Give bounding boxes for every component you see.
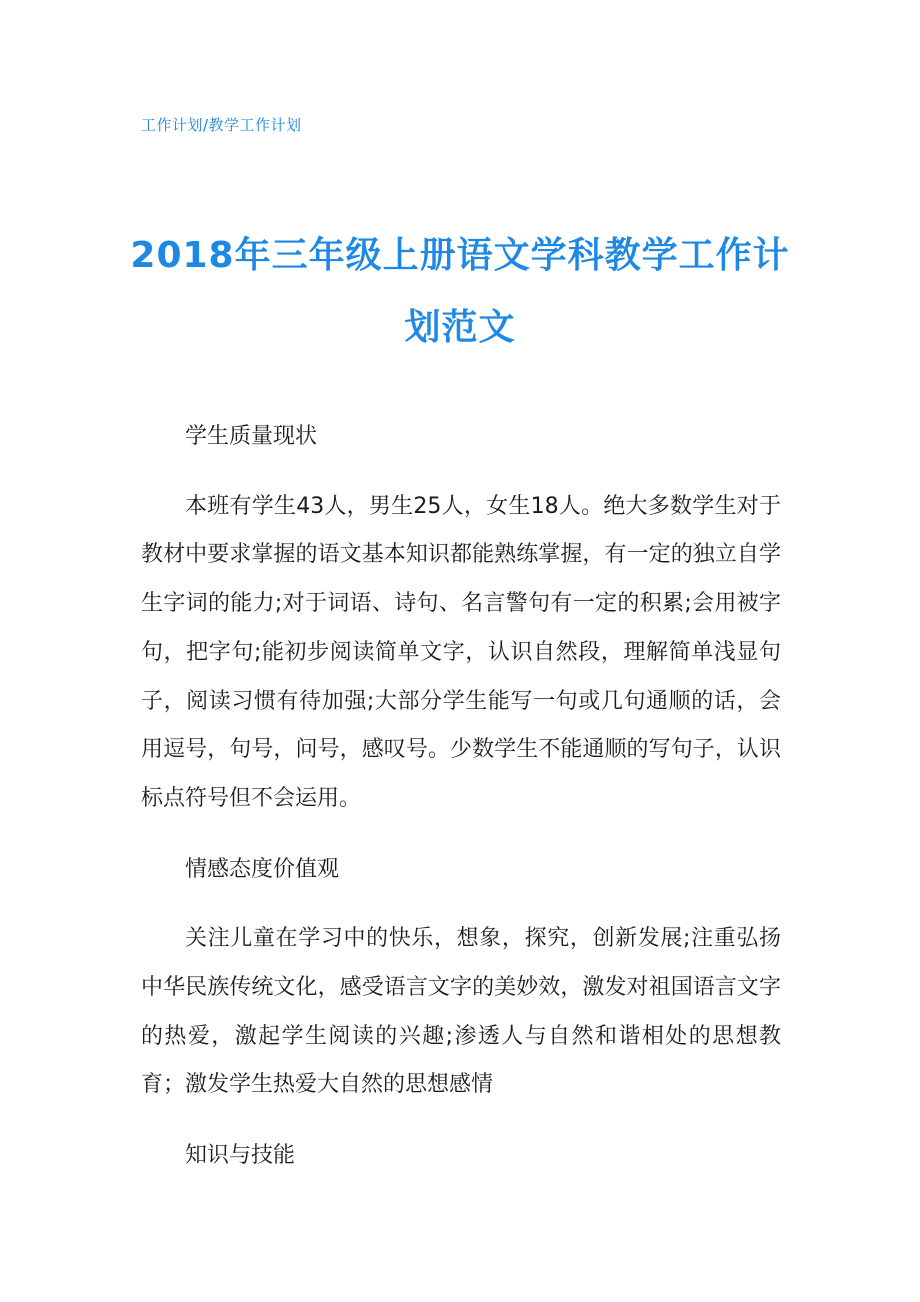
section-heading-student-quality: 学生质量现状	[185, 424, 318, 449]
paragraph-student-quality: 本班有学生43人，男生25人，女生18人。绝大多数学生对于教材中要求掌握的语文基本知识都能熟练掌握，有一定的独立自学生字词的能力;对于词语、诗句、名言警句有一定的积累;会用被字句，把字句;能初步阅读简单文字，认识自然段，理解简单浅显句子，阅读习惯有待加强;大部分学生能写一句或几句通顺的话，会用逗号，句号，问号，感叹号。少数学生不能通顺的写句子，认识标点符号但不会运用。	[141, 493, 781, 811]
paragraph-attitude-values: 关注儿童在学习中的快乐，想象，探究，创新发展;注重弘扬中华民族传统文化，感受语言文字的美妙效，激发对祖国语言文字的热爱，激起学生阅读的兴趣;渗透人与自然和谐相处的思想教育；激发学生热爱大自然的思想感情	[141, 926, 781, 1098]
breadcrumb[interactable]: 工作计划/教学工作计划	[141, 116, 302, 134]
page-title: 2018年三年级上册语文学科教学工作计划范文	[130, 235, 790, 348]
document-body	[141, 413, 781, 1202]
section-heading-knowledge-skills: 知识与技能	[185, 1143, 296, 1169]
section-heading-attitude-values: 情感态度价值观	[185, 856, 340, 882]
